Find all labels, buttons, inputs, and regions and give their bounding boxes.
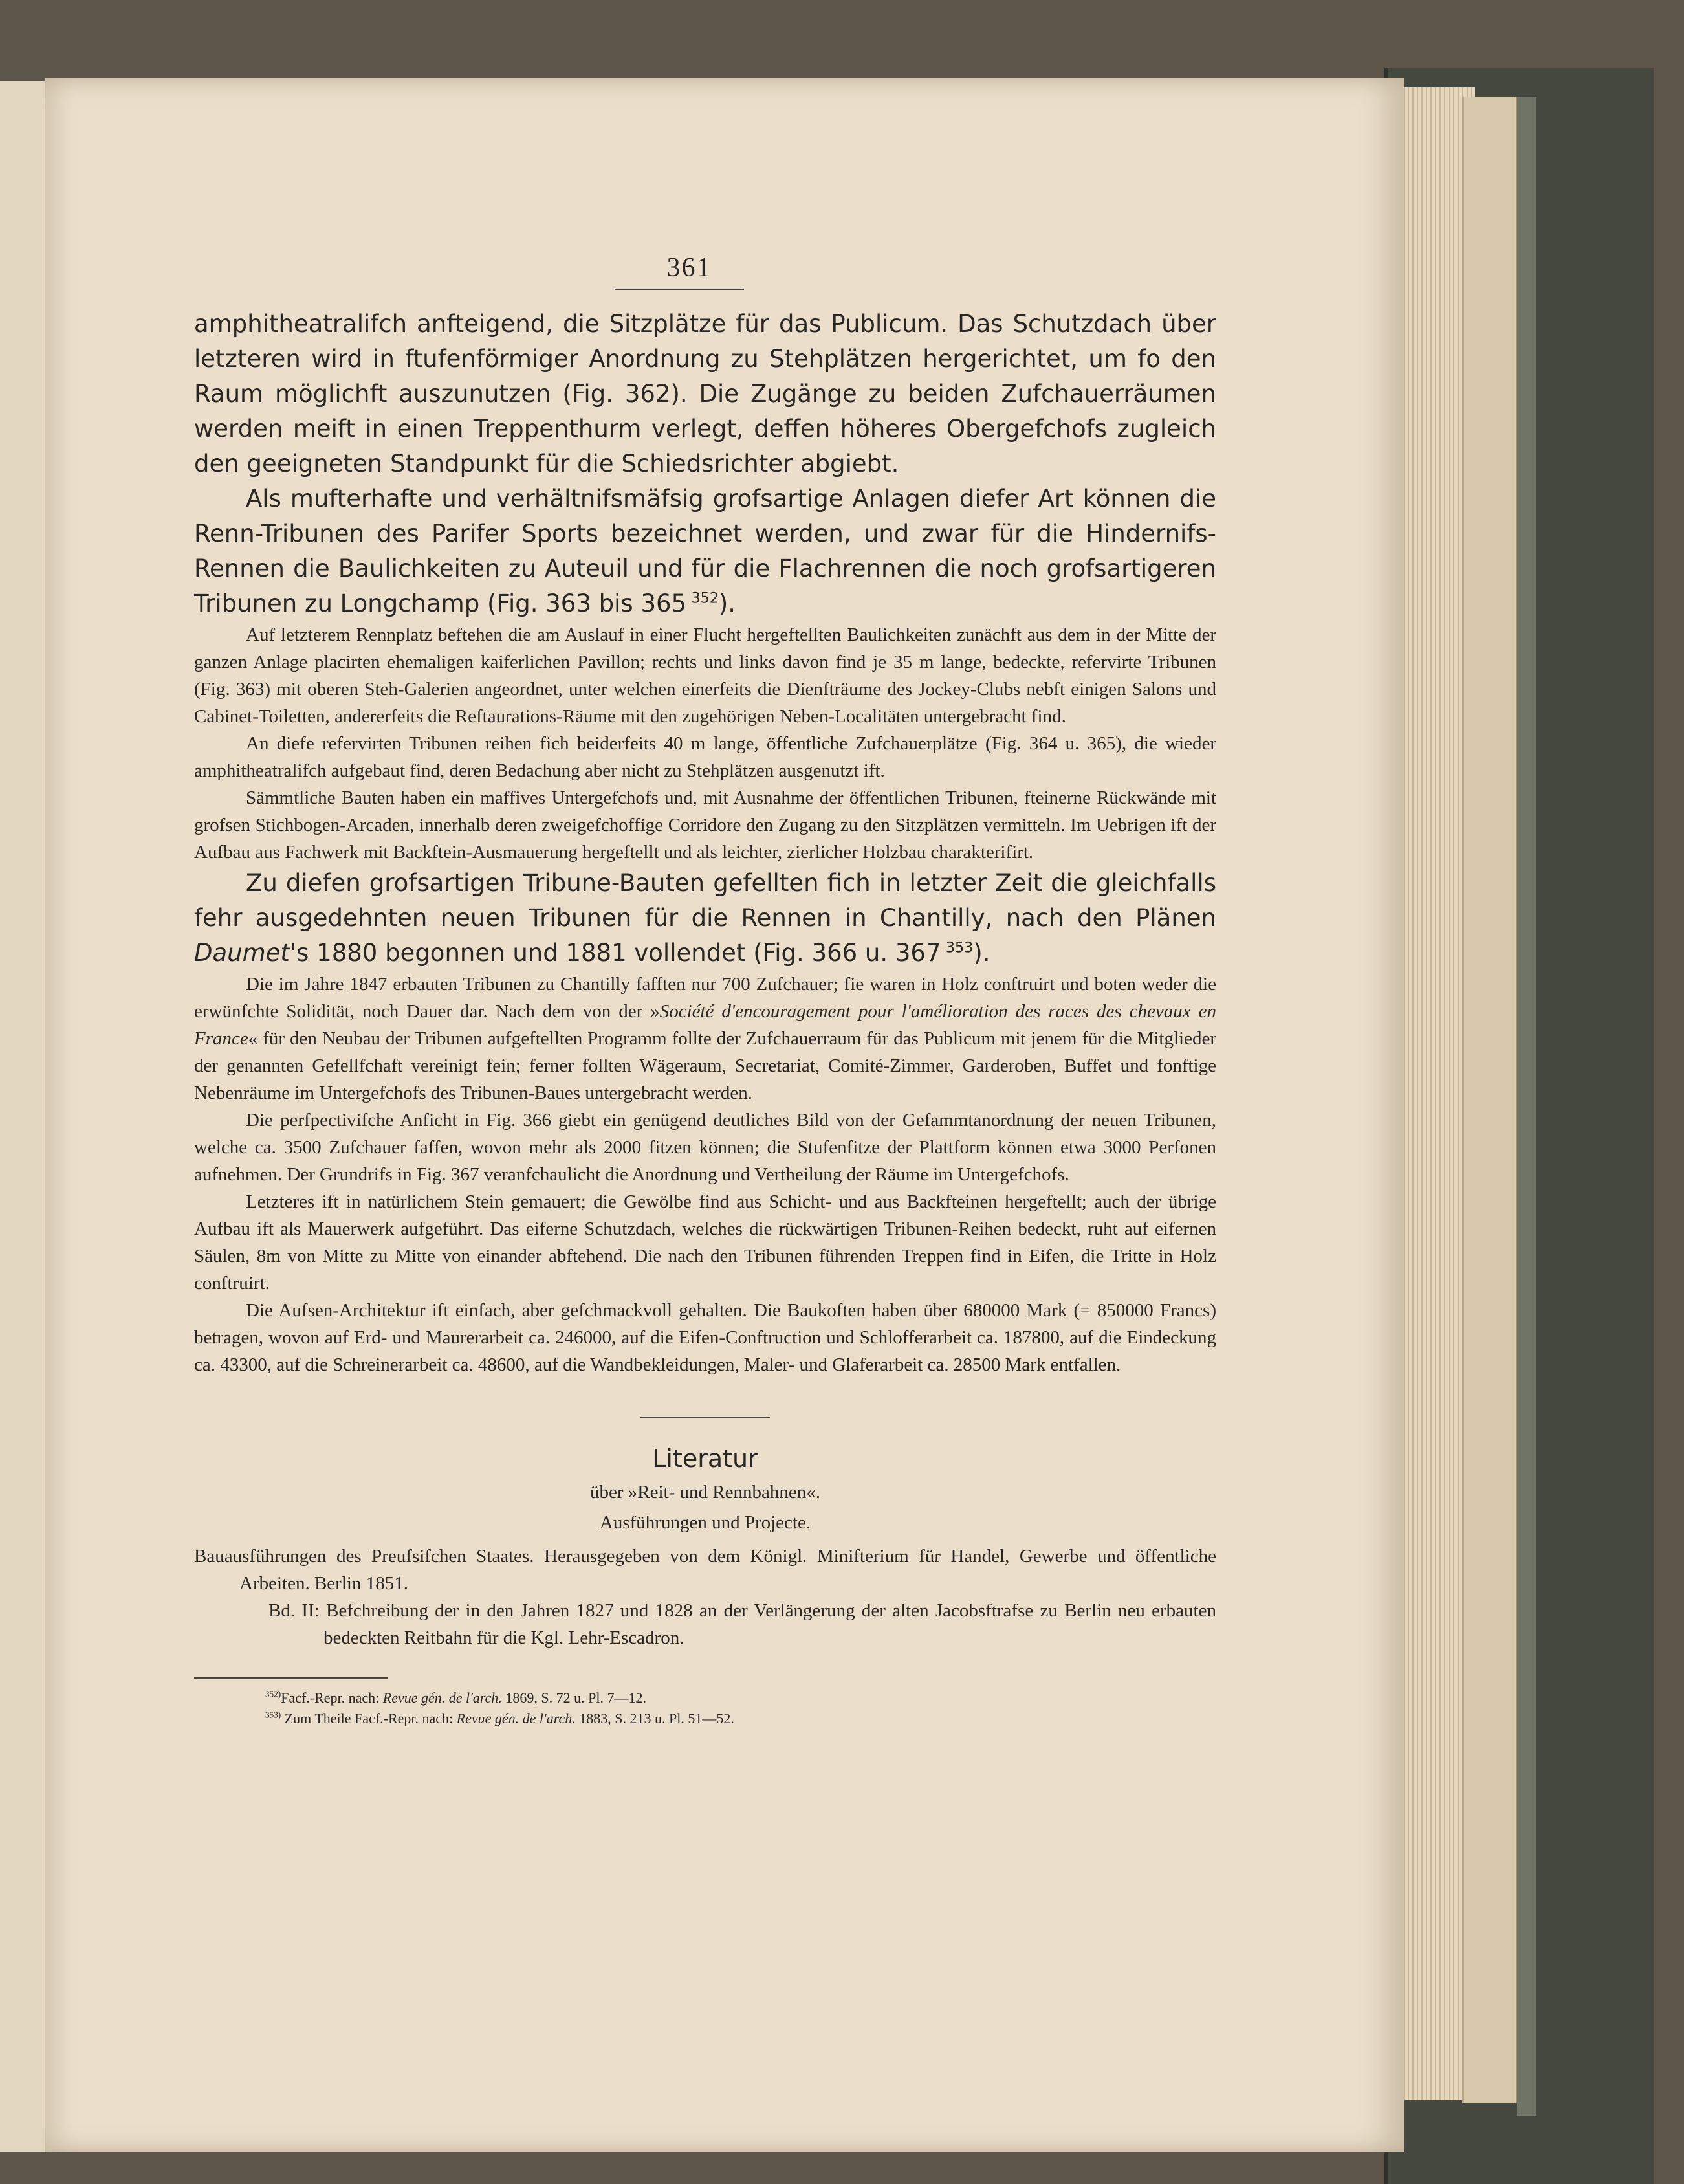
literature-subentry: Bd. II: Befchreibung der in den Jahren 1827 und 1828 an der Verlängerung der alten Jacobsftrafse zu Berlin neu erbauten bedeckten Reitbahn für die Kgl. Lehr-Escadron. <box>268 1600 1216 1648</box>
header-rule <box>615 289 744 290</box>
paragraph-chantilly: Zu diefen grofsartigen Tribune-Bauten gefellten fich in letzter Zeit die gleichfalls fehr ausgedehnten neuen Tribunen für die Rennen in Chantilly, nach den Plänen Daumet's 1880 begonnen und 1881 vollendet (Fig. 366 u. 367 $^{353}$). <box>194 869 1216 967</box>
small-paragraph-2: An diefe refervirten Tribunen reihen fich beiderfeits 40 m lange, öffentliche Zufchauerplätze (Fig. 364 u. 365), die wieder amphitheatralifch aufgebaut find, deren Bedachung aber nicht zu Stehplätzen ausgenutzt ift. <box>194 733 1216 781</box>
architect-name: Daumet <box>194 939 290 967</box>
society-name: Société d'encouragement pour l'amélioration des races des chevaux en France <box>194 1001 1216 1049</box>
small-paragraph-1: Auf letzterem Rennplatz beftehen die am Auslauf in einer Flucht hergeftellten Baulichkeiten zunächft aus dem in der Mitte der ganzen Anlage placirten ehemaligen kaiferlichen Pavillon; rechts und links davon find je 35 m lange, bedeckte, refervirte Tribunen (Fig. 363) mit oberen Steh-Galerien angeordnet, unter welchen einerfeits die Dienfträume des Jockey-Clubs nebft einigen Salons und Cabinet-Toiletten, andererfeits die Reftaurations-Räume mit den zugehörigen Neben-Localitäten untergebracht find. <box>194 624 1216 727</box>
literature-title: Literatur <box>652 1444 758 1473</box>
footnote-353: $^{353)}$ Zum Theile Facf.-Repr. nach: Revue gén. de l'arch. 1883, S. 213 u. Pl. 51—52. <box>265 1710 734 1726</box>
small-paragraph-chantilly-2: Die perfpectivifche Anficht in Fig. 366 giebt ein genügend deutliches Bild von der Gefammtanordnung der neuen Tribunen, welche ca. 3500 Zufchauer faffen, wovon mehr als 2000 fitzen können; die Stufenfitze der Plattform können etwa 3000 Perfonen aufnehmen. Der Grundrifs in Fig. 367 veranfchaulicht die Anordnung und Vertheilung der Räume im Untergefchofs. <box>194 1110 1216 1185</box>
small-paragraph-3: Sämmtliche Bauten haben ein maffives Untergefchofs und, mit Ausnahme der öffentlichen Tribunen, fteinerne Rückwände mit grofsen Stichbogen-Arcaden, innerhalb deren zweigefchoffige Corridore den Zugang zu den Sitzplätzen vermitteln. Im Uebrigen ift der Aufbau aus Fachwerk mit Backftein-Ausmauerung hergeftellt und als leichter, zierlicher Holzbau charakterifirt. <box>194 788 1216 863</box>
footnote-rule <box>194 1677 388 1679</box>
endpaper <box>1462 97 1518 2103</box>
literature-section: Ausführungen und Projecte. <box>599 1512 811 1533</box>
binding-strip <box>1517 97 1536 2116</box>
small-paragraph-chantilly-3: Letzteres ift in natürlichem Stein gemauert; die Gewölbe find aus Schicht- und aus Backfteinen hergeftellt; auch der übrige Aufbau ift als Mauerwerk aufgeführt. Das eiferne Schutzdach, welches die rückwärtigen Tribunen-Reihen bedeckt, ruht auf eifernen Säulen, 8m von Mitte zu Mitte von einander abftehend. Die nach den Tribunen führenden Treppen find in Eifen, die Tritte in Holz conftruirt. <box>194 1191 1216 1294</box>
paragraph-2: Als mufterhafte und verhältnifsmäfsig grofsartige Anlagen diefer Art können die Renn-Tribunen des Parifer Sports bezeichnet werden, und zwar für die Hindernifs-Rennen die Baulichkeiten zu Auteuil und für die Flachrennen die noch grofsartigeren Tribunen zu Longchamp (Fig. 363 bis 365 $^{352}$). <box>194 485 1216 617</box>
literature-subtitle: über »Reit- und Rennbahnen«. <box>590 1482 820 1503</box>
footnote-ref-353[interactable]: 353 <box>945 939 974 956</box>
footnote-352: $^{352)}$Facf.-Repr. nach: Revue gén. de l'arch. 1869, S. 72 u. Pl. 7—12. <box>265 1689 646 1706</box>
page-number: 361 <box>666 253 712 283</box>
small-paragraph-chantilly-4: Die Aufsen-Architektur ift einfach, aber gefchmackvoll gehalten. Die Baukoften haben über 680000 Mark (= 850000 Francs) betragen, wovon auf Erd- und Maurerarbeit ca. 246000, auf die Eifen-Conftruction und Schlofferarbeit ca. 187800, auf die Eindeckung ca. 43300, auf die Schreinerarbeit ca. 48600, auf die Wandbekleidungen, Maler- und Glaferarbeit ca. 28500 Mark entfallen. <box>194 1300 1216 1375</box>
section-separator <box>640 1417 770 1418</box>
paragraph-1: amphitheatralifch anfteigend, die Sitzplätze für das Publicum. Das Schutzdach über letzteren wird in ftufenförmiger Anordnung zu Stehplätzen hergerichtet, um fo den Raum möglichft auszunutzen (Fig. 362). Die Zugänge zu beiden Zufchauerräumen werden meift in einen Treppenthurm verlegt, deffen höheres Obergefchofs zugleich den geeigneten Standpunkt für die Schiedsrichter abgiebt. <box>194 310 1216 478</box>
footnote-ref-352[interactable]: 352 <box>691 590 719 607</box>
small-paragraph-chantilly-1: Die im Jahre 1847 erbauten Tribunen zu Chantilly fafften nur 700 Zufchauer; fie waren in Holz conftruirt und boten weder die erwünfchte Solidität, noch Dauer dar. Nach dem von der »Société d'encouragement pour l'amélioration des races des chevaux en France« für den Neubau der Tribunen aufgeftellten Programm follte der Zufchauerraum für das Publicum mit jenem für die Mitglieder der genannten Gefellfchaft vereinigt fein; ferner follten Wägeraum, Secretariat, Comité-Zimmer, Garderoben, Buffet und fonftige Nebenräume im Untergefchofs des Tribunen-Baues untergebracht werden. <box>194 974 1216 1103</box>
page-content <box>194 252 1216 1729</box>
book-page <box>45 78 1404 2152</box>
literature-entry: Bauausführungen des Preufsifchen Staates. Herausgegeben von dem Königl. Minifterium für Handel, Gewerbe und öffentliche Arbeiten. Berlin 1851. <box>194 1546 1216 1594</box>
